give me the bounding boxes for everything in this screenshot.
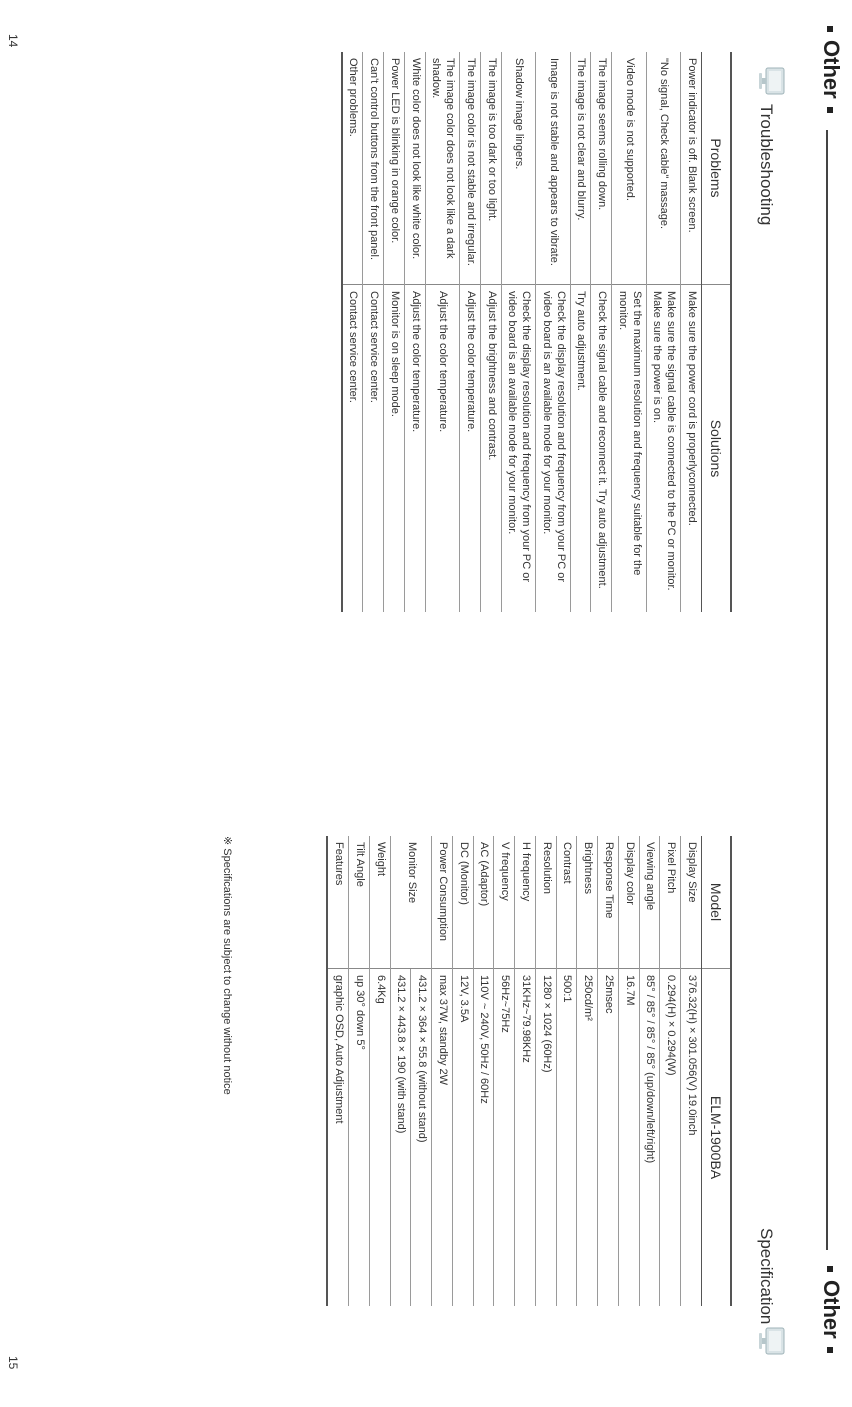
spec-label: H frequency <box>515 836 536 969</box>
header-left-title: Other <box>819 40 844 99</box>
table-row <box>501 52 536 612</box>
solution-cell: Set the maximum resolution and frequency suitable for the monitor. <box>612 285 647 613</box>
table-row <box>481 52 502 612</box>
table-row <box>612 52 647 612</box>
problem-cell: The image is not clear and blurry. <box>570 52 591 285</box>
spec-label: Contrast <box>556 836 577 969</box>
spec-label: Power Consumption <box>432 836 453 969</box>
table-row <box>570 52 591 612</box>
spec-label: Monitor Size <box>390 836 432 969</box>
monitor-illustration-icon <box>756 62 788 102</box>
table-row <box>681 836 702 1306</box>
solution-cell: Check the display resolution and frequency from your PC or video board is an available mode for your monitor. <box>536 285 571 613</box>
spec-value: 0.294(H) × 0.294(W) <box>660 969 681 1307</box>
spec-value: max 37W, standby 2W <box>432 969 453 1307</box>
spec-label: Response Time <box>598 836 619 969</box>
table-row <box>411 836 432 1306</box>
spec-value: 56Hz~75Hz <box>494 969 515 1307</box>
solution-cell: Contact service center. <box>342 285 363 613</box>
spec-label: V frequency <box>494 836 515 969</box>
page-number-left <box>6 34 20 47</box>
table-row <box>619 836 640 1306</box>
page-number-left-value: 14 <box>6 34 20 48</box>
table-row <box>556 836 577 1306</box>
table-row <box>370 836 391 1306</box>
spec-value: 85° / 85° / 85° / 85° (up/down/left/right) <box>639 969 660 1307</box>
bullet-square-icon <box>827 1266 833 1272</box>
specification-title: Specification <box>757 1228 776 1325</box>
table-row <box>405 52 426 612</box>
problem-cell: Power indicator is off. Blank screen. <box>681 52 702 285</box>
troubleshooting-title: Troubleshooting <box>757 104 776 226</box>
troubleshooting-table <box>341 52 732 612</box>
solution-cell: Adjust the color temperature. <box>405 285 426 613</box>
problem-cell: Image is not stable and appears to vibrate. <box>536 52 571 285</box>
solution-cell: Try auto adjustment. <box>570 285 591 613</box>
solution-cell: Contact service center. <box>363 285 384 613</box>
table-header-row <box>702 52 732 612</box>
column-header-model-name: ELM-1900BA <box>702 969 732 1307</box>
spec-label: Display Size <box>681 836 702 969</box>
column-header-problems: Problems <box>702 52 732 285</box>
problem-cell: Shadow image lingers. <box>501 52 536 285</box>
spec-label: AC (Adaptor) <box>473 836 494 969</box>
spec-label: Pixel Pitch <box>660 836 681 969</box>
bullet-square-icon <box>827 107 833 113</box>
spec-value: 500:1 <box>556 969 577 1307</box>
table-row <box>591 52 612 612</box>
solution-cell: Make sure the signal cable is connected to the PC or monitor. Make sure the power is on. <box>646 285 681 613</box>
problem-cell: The image seems rolling down. <box>591 52 612 285</box>
table-row <box>515 836 536 1306</box>
table-row <box>646 52 681 612</box>
solution-cell: Make sure the power cord is properlyconnected. <box>681 285 702 613</box>
table-row <box>425 52 460 612</box>
spec-value: 12V, 3.5A <box>453 969 474 1307</box>
problem-cell: Can't control buttons from the front panel. <box>363 52 384 285</box>
spec-label: Viewing angle <box>639 836 660 969</box>
spec-value: 431.2 × 443.8 × 190 (with stand) <box>390 969 411 1307</box>
table-row <box>460 52 481 612</box>
spec-label: DC (Monitor) <box>453 836 474 969</box>
solution-cell: Check the display resolution and frequency from your PC or video board is an available mode for your monitor. <box>501 285 536 613</box>
spec-label: Brightness <box>577 836 598 969</box>
solution-cell: Monitor is on sleep mode. <box>384 285 405 613</box>
spec-value: 16.7M <box>619 969 640 1307</box>
problem-cell: Video mode is not supported. <box>612 52 647 285</box>
spec-value: 25msec <box>598 969 619 1307</box>
table-row <box>342 52 363 612</box>
bullet-square-icon <box>827 26 833 32</box>
spec-value: graphic OSD, Auto Adjustment <box>328 969 349 1307</box>
spec-value: 31KHz~79.98KHz <box>515 969 536 1307</box>
table-header-row <box>702 836 732 1306</box>
table-row <box>681 52 702 612</box>
spec-value: 6.4Kg <box>370 969 391 1307</box>
problem-cell: The image is too dark or too light. <box>481 52 502 285</box>
problem-cell: The image color does not look like a dark shadow. <box>425 52 460 285</box>
spec-value: 110V ~ 240V, 50Hz / 60Hz <box>473 969 494 1307</box>
table-row <box>453 836 474 1306</box>
spec-label: Display color <box>619 836 640 969</box>
problem-cell: White color does not look like white color. <box>405 52 426 285</box>
spec-value: up 30° down 5° <box>349 969 370 1307</box>
solution-cell: Adjust the color temperature. <box>460 285 481 613</box>
table-row <box>536 52 571 612</box>
spec-value: 376.32(H) × 301.056(V) 19.0inch <box>681 969 702 1307</box>
solution-cell: Adjust the brightness and contrast. <box>481 285 502 613</box>
column-header-solutions: Solutions <box>702 285 732 613</box>
table-row <box>639 836 660 1306</box>
problem-cell: "No signal, Check cable" massage. <box>646 52 681 285</box>
solution-cell: Check the signal cable and reconnect it. Try auto adjustment. <box>591 285 612 613</box>
table-row <box>660 836 681 1306</box>
table-row <box>384 52 405 612</box>
header-rule-left <box>826 130 828 760</box>
header-right-title: Other <box>819 1280 844 1339</box>
page-number-right <box>6 1356 20 1369</box>
problem-cell: The image color is not stable and irregular. <box>460 52 481 285</box>
column-header-model: Model <box>702 836 732 969</box>
table-row <box>432 836 453 1306</box>
spec-label: Resolution <box>536 836 557 969</box>
solution-cell: Adjust the color temperature. <box>425 285 460 613</box>
table-row <box>536 836 557 1306</box>
spec-label: Weight <box>370 836 391 969</box>
table-row <box>577 836 598 1306</box>
table-row <box>473 836 494 1306</box>
table-row <box>349 836 370 1306</box>
spec-value: 250cd/m² <box>577 969 598 1307</box>
spec-label: Tilt Angle <box>349 836 370 969</box>
table-row <box>363 52 384 612</box>
header-right <box>818 1258 844 1361</box>
spec-value: 431.2 × 364 × 55.8 (without stand) <box>411 969 432 1307</box>
problem-cell: Other problems. <box>342 52 363 285</box>
spec-label: Features <box>328 836 349 969</box>
page-number-right-value: 15 <box>6 1356 20 1370</box>
header-left <box>818 18 844 121</box>
table-row <box>328 836 349 1306</box>
spec-value: 1280 × 1024 (60Hz) <box>536 969 557 1307</box>
problem-cell: Power LED is blinking in orange color. <box>384 52 405 285</box>
table-row <box>494 836 515 1306</box>
specification-table <box>327 836 733 1306</box>
specification-note: ※ Specifications are subject to change without notice <box>221 836 233 1095</box>
bullet-square-icon <box>827 1347 833 1353</box>
header-rule-right <box>826 760 828 1250</box>
table-row <box>598 836 619 1306</box>
monitor-illustration-icon <box>756 1322 788 1362</box>
